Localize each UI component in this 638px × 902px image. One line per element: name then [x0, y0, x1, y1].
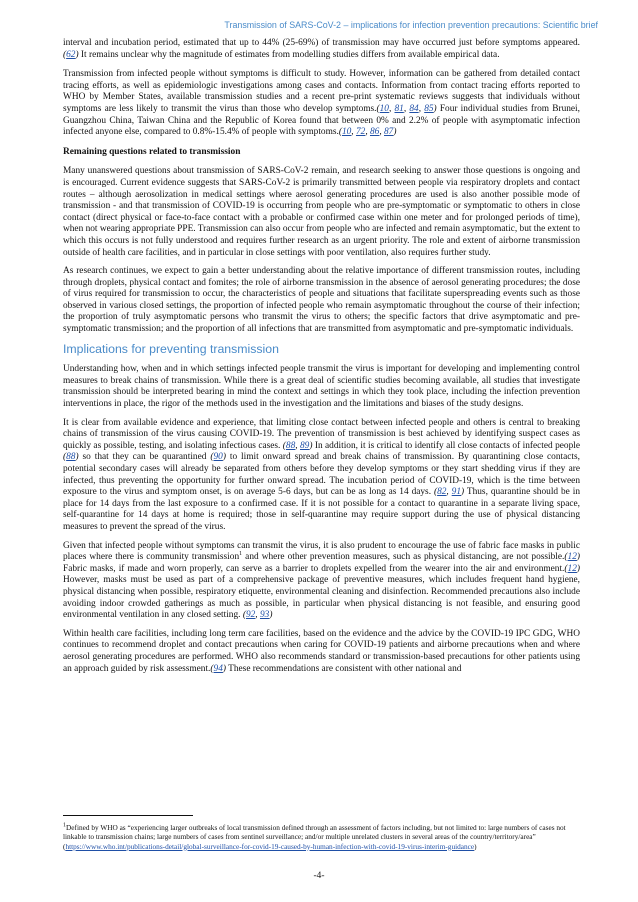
paragraph-text: interval and incubation period, estimated that up to 44% (25-69%) of transmission may have occurred just before symptoms appeared.	[63, 38, 580, 48]
paragraph-text: Within health care facilities, including long term care facilities, based on the evidence and the advice by the COVID-19 IPC GDG, WHO continues to recommend droplet and contact precautions when caring for COVID-19 patients and airborne precautions when and where aerosol generating procedures are performed. WHO also recommends standard or transmission-based precautions for other patients using an approach guided by risk assessment.	[63, 628, 580, 674]
ref-link[interactable]: 85	[424, 103, 434, 114]
section-heading-implications: Implications for preventing transmission	[63, 341, 279, 356]
footnote-text: Defined by WHO as “experiencing larger outbreaks of local transmission defined through an assessment of factors including, but not limited to: large numbers of cases not linkable to transmission chains; large numbers of cases from sentinel surveillance; and/or multiple unrelated clusters in several areas of the country/territory/area” (	[63, 823, 566, 851]
citation: (12)	[564, 552, 580, 563]
paragraph-understanding: Understanding how, when and in which settings infected people transmit the virus is important for developing and implementing control measures to break chains of transmission. While there is a great deal of scientific studies becoming available, all studies that investigate transmission should be interpreted bearing in mind the context and settings in which they took place, including the infection prevention interventions in place, the rigor of the methods used in the investigation and the limitations and biases of the study designs.	[63, 364, 580, 410]
footnote-link[interactable]: https://www.who.int/publications-detail/global-surveillance-for-covid-19-caused-by-human-infection-with-covid-19-virus-interim-guidance	[65, 841, 475, 851]
paragraph-text: Four individual studies from Brunei, Guangzhou China, Taiwan China and the Republic of Korea found that between 0% and 2.2% of people with asymptomatic infection infected anyone else, compared to 0.8%-15.4% of people with symptoms.	[63, 103, 580, 138]
paragraph-text: and where other prevention measures, such as physical distancing, are not possible.	[242, 552, 565, 563]
paragraph-text: However, masks must be used as part of a comprehensive package of preventive measures, which includes frequent hand hygiene, physical distancing when possible, respiratory etiquette, environmental cleaning and disinfection. Recommended precautions also include avoiding indoor crowded gatherings as much as possible, in particular when physical distancing is not feasible, and ensuring good environmental ventilation in any closed setting.	[63, 575, 580, 621]
paragraph-text: Fabric masks, if made and worn properly, can serve as a barrier to droplets expelled from the wearer into the air and environment.	[63, 563, 565, 574]
ref-link[interactable]: 88	[66, 452, 76, 463]
citation: (82, 91)	[433, 487, 465, 498]
ref-link[interactable]: 91	[451, 487, 462, 498]
ref-link[interactable]: 12	[567, 552, 577, 563]
citation: (94)	[210, 663, 226, 674]
paragraph-text: Given that infected people without symptoms can transmit the virus, it is also prudent to encourage the use of fabric face masks in public places where there is community transmission	[63, 540, 580, 563]
paragraph-text: to limit onward spread and break chains of transmission. By quarantining close contacts, potential secondary cases will already be separated from others before they develop symptoms or they start shedding virus if they are infected, thus preventing the opportunity for further onward spread. The incubation period of COVID-19, which is the time between exposure to the virus and symptom onset, is on average 5-6 days, but can be as long as 14 days.	[63, 452, 580, 498]
ref-link[interactable]: 81	[394, 103, 404, 114]
paragraph-unanswered-questions: Many unanswered questions about transmission of SARS-CoV-2 remain, and research seeking to answer those questions is ongoing and is encouraged. Current evidence suggests that SARS-CoV-2 is primarily transmitted between people via respiratory droplets and contact routes – although aerosolization in medical settings where aerosol generating procedures are used is also another possible mode of transmission - and that transmission of COVID-19 is occurring from people who are pre-symptomatic or symptomatic to others in close contact (direct physical or face-to-face contact with a probable or confirmed case within one meter and for prolonged periods of time), when not wearing appropriate PPE. Transmission can also occur from people who are infected and remain asymptomatic, but the extent to which this occurs is not fully understood and requires further research as an urgent priority. The role and extent of airborne transmission outside of health care facilities, and in particular in close settings with poor ventilation, also requires further study.	[63, 166, 580, 258]
footnote-divider	[63, 815, 193, 816]
body-content	[63, 38, 580, 682]
paragraph-close-contact	[63, 418, 580, 534]
paragraph-text: It is clear from available evidence and experience, that limiting close contact between infected people and others is central to breaking chains of transmission of the virus causing COVID-19. The prevention of transmission is best achieved by identifying suspect cases as quickly as possible, testing, and isolating infectious cases.	[63, 417, 580, 451]
ref-link[interactable]: 93	[259, 610, 270, 621]
paragraph-text: In addition, it is critical to identify all close contacts of infected people	[312, 440, 580, 451]
ref-link[interactable]: 10	[379, 103, 389, 114]
paragraph-asymptomatic	[63, 69, 580, 139]
paragraph-text: Thus, quarantine should be in place for 14 days from the last exposure to a confirmed case. If it is not possible for a contact to quarantine in a separate living space, self-quarantine for 14 days at home is required; those in self-quarantine may require support during the use of physical distancing measures to prevent the spread of the virus.	[63, 487, 580, 532]
citation: (10, 81, 84, 85)	[376, 103, 437, 114]
ref-link[interactable]: 12	[567, 563, 577, 574]
paragraph-fabric-masks	[63, 541, 580, 622]
footnote-tail: )	[474, 841, 477, 851]
section-heading-remaining-questions: Remaining questions related to transmission	[63, 146, 241, 157]
ref-link[interactable]: 89	[299, 440, 310, 451]
paragraph-research-continues: As research continues, we expect to gain a better understanding about the relative importance of different transmission routes, including through droplets, physical contact and fomites; the role of airborne transmission in the absence of aerosol generating procedures; the dose of virus required for transmission to occur, the characteristics of people and situations that facilitate superspreading events such as those observed in various closed settings, the proportion of infected people who remain asymptomatic throughout the course of their infection; the proportion of truly asymptomatic persons who transmit the virus to others; the specific factors that drive asymptomatic and pre-symptomatic transmission; and the proportion of all infections that are transmitted from asymptomatic and pre-symptomatic individuals.	[63, 266, 580, 335]
footnote-number: 1	[63, 822, 66, 829]
citation: (92, 93)	[242, 610, 273, 621]
ref-link[interactable]: 92	[245, 610, 256, 621]
ref-link[interactable]: 90	[213, 452, 223, 463]
ref-link[interactable]: 87	[384, 127, 394, 138]
ref-link[interactable]: 94	[213, 663, 223, 674]
citation: (88)	[63, 452, 79, 463]
paragraph-text: It remains unclear why the magnitude of estimates from modelling studies differs from available empirical data.	[78, 49, 500, 60]
paragraph-text: These recommendations are consistent with other national and	[225, 663, 462, 674]
citation: (88, 89)	[282, 440, 313, 451]
ref-link[interactable]: 88	[285, 440, 296, 451]
ref-link[interactable]: 86	[369, 127, 380, 138]
paragraph-text: so that they can be quarantined	[78, 452, 211, 463]
ref-link[interactable]: 10	[341, 127, 352, 138]
paragraph-incubation	[63, 38, 580, 61]
ref-link[interactable]: 84	[409, 103, 419, 114]
citation: (12)	[564, 563, 580, 574]
paragraph-health-care-facilities	[63, 629, 580, 675]
citation: (10, 72, 86, 87)	[338, 127, 397, 138]
ref-link[interactable]: 72	[355, 127, 366, 138]
running-header: Transmission of SARS-CoV-2 – implications for infection prevention precautions: Scientific brief	[224, 20, 598, 30]
page-number: -4-	[313, 871, 325, 881]
footnote	[63, 823, 580, 851]
citation: (90)	[210, 452, 226, 463]
paragraph-text: Transmission from infected people without symptoms is difficult to study. However, information can be gathered from detailed contact tracing efforts, as well as epidemiologic investigations among cases and contacts. Information from contact tracing efforts reported to WHO by Member States, available transmission studies and a recent pre-print systematic reviews suggests that individuals without symptoms are less likely to transmit the virus than those who develop symptoms.	[63, 69, 580, 114]
ref-link[interactable]: 82	[437, 487, 447, 498]
citation: (62)	[63, 49, 79, 60]
ref-link[interactable]: 62	[66, 49, 76, 60]
footnote-marker[interactable]: 1	[239, 551, 243, 558]
